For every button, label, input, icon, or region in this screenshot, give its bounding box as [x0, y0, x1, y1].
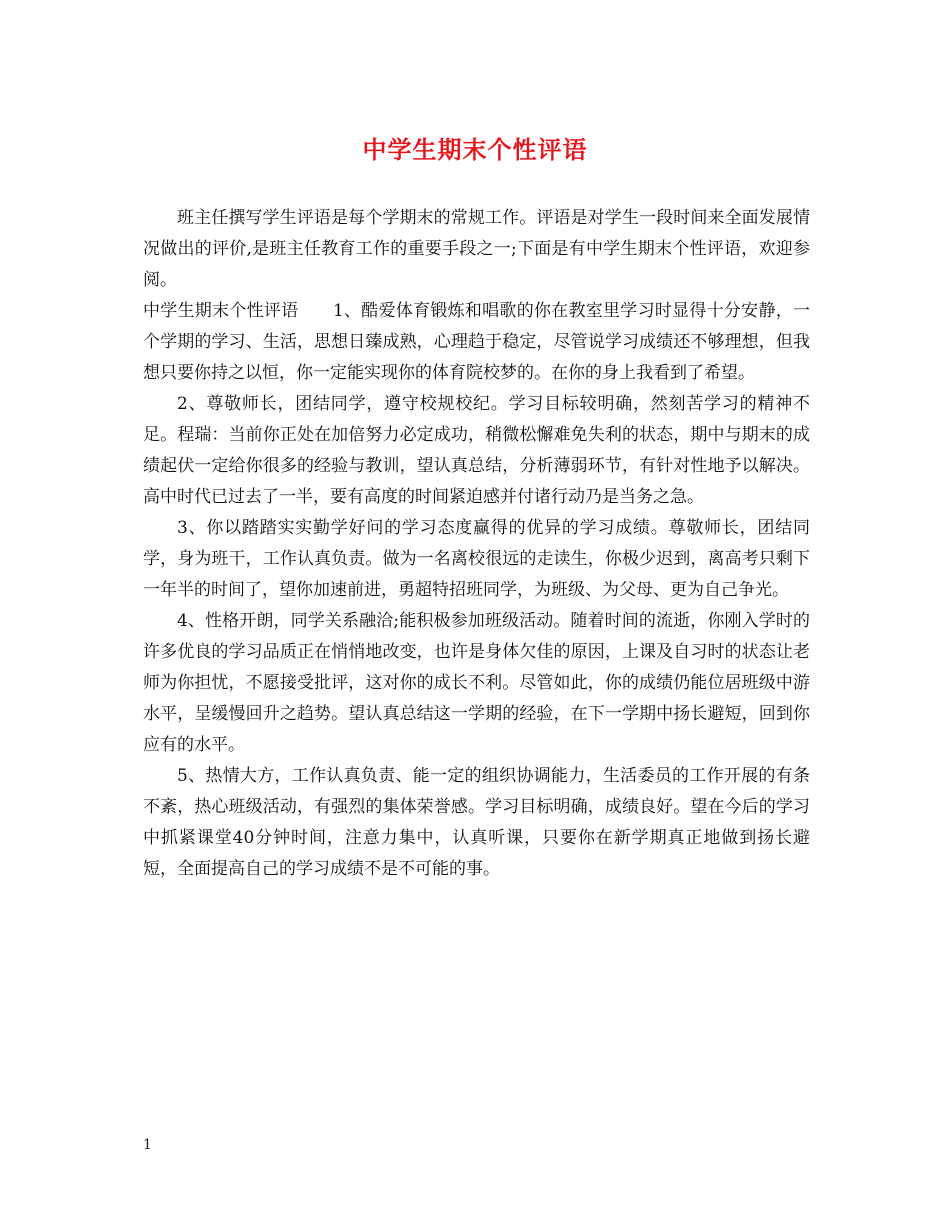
comment-paragraph-2: 2、尊敬师长，团结同学，遵守校规校纪。学习目标较明确，然刻苦学习的精神不足。程瑞：当前你正处在加倍努力必定成功，稍微松懈难免失利的状态，期中与期末的成绩起伏一定给你很多的经验与教训，望认真总结，分析薄弱环节，有针对性地予以解决。高中时代已过去了一半，要有高度的时间紧迫感并付诸行动乃是当务之急。: [143, 394, 810, 507]
intro-paragraph: 班主任撰写学生评语是每个学期末的常规工作。评语是对学生一段时间来全面发展情况做出的评价,是班主任教育工作的重要手段之一;下面是有中学生期末个性评语，欢迎参阅。: [143, 208, 810, 290]
comment-paragraph-3: 3、你以踏踏实实勤学好问的学习态度赢得的优异的学习成绩。尊敬师长，团结同学，身为班干，工作认真负责。做为一名离校很远的走读生，你极少迟到，离高考只剩下一年半的时间了，望你加速前进，勇超特招班同学，为班级、为父母、更为自己争光。: [143, 518, 810, 600]
comment-paragraph-1: 中学生期末个性评语 1、酷爱体育锻炼和唱歌的你在教室里学习时显得十分安静，一个学期的学习、生活，思想日臻成熟，心理趋于稳定，尽管说学习成绩还不够理想，但我想只要你持之以恒，你一定能实现你的体育院校梦的。在你的身上我看到了希望。: [143, 301, 810, 383]
comment-paragraph-4: 4、性格开朗，同学关系融洽;能积极参加班级活动。随着时间的流逝，你刚入学时的许多优良的学习品质正在悄悄地改变，也许是身体欠佳的原因，上课及自习时的状态让老师为你担忧，不愿接受批评，这对你的成长不利。尽管如此，你的成绩仍能位居班级中游水平，呈缓慢回升之趋势。望认真总结这一学期的经验，在下一学期中扬长避短，回到你应有的水平。: [143, 611, 810, 755]
document-title: 中学生期末个性评语: [362, 135, 588, 164]
page-number: 1: [143, 1137, 152, 1153]
comment-paragraph-5: 5、热情大方，工作认真负责、能一定的组织协调能力，生活委员的工作开展的有条不紊，热心班级活动，有强烈的集体荣誉感。学习目标明确，成绩良好。望在今后的学习中抓紧课堂40分钟时间，注意力集中，认真听课，只要你在新学期真正地做到扬长避短，全面提高自己的学习成绩不是不可能的事。: [143, 766, 810, 879]
document-body: [143, 203, 810, 885]
